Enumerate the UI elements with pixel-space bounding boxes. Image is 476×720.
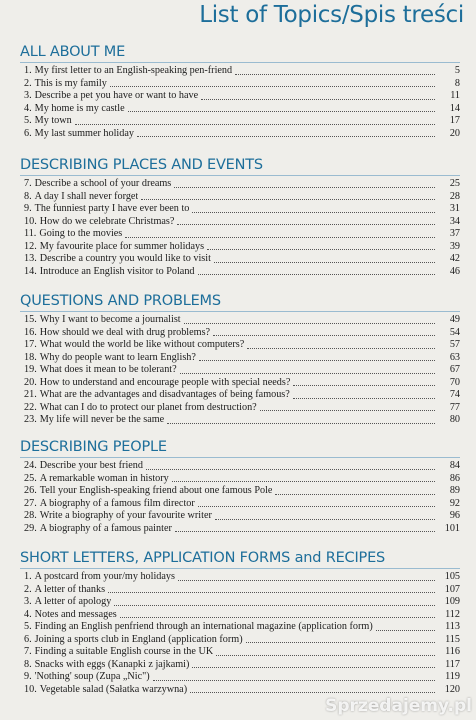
dot-leader [213, 335, 435, 336]
toc-entry [20, 485, 460, 498]
entry-page-number: 89 [449, 485, 460, 496]
entry-title: Describe a school of your dreams [34, 178, 172, 189]
entry-page-number: 92 [449, 497, 460, 509]
entry-title: This is my family [34, 77, 107, 89]
entry-page-number: 67 [449, 364, 460, 375]
toc-entry [20, 609, 460, 622]
entry-page-number: 117 [445, 658, 460, 670]
entry-number: 15. [24, 314, 37, 325]
entry-page-number: 57 [449, 339, 460, 350]
section-rows [20, 178, 460, 278]
dot-leader [108, 592, 435, 593]
dot-leader [247, 348, 435, 349]
toc-entry [20, 523, 460, 536]
entry-title: Write a biography of your favourite writer [39, 510, 212, 521]
entry-page-number: 120 [444, 683, 460, 695]
entry-page-number: 54 [449, 326, 460, 338]
entry-page-number: 86 [449, 472, 460, 484]
entry-page-number: 39 [449, 240, 460, 252]
entry-page-number: 70 [449, 376, 460, 388]
entry-page-number: 34 [449, 215, 460, 227]
entry-number: 8. [24, 190, 32, 202]
entry-title: What would the world be like without computers? [39, 339, 245, 350]
toc-entry [20, 571, 460, 584]
section-heading: DESCRIBING PLACES AND EVENTS [20, 155, 460, 176]
entry-page-number: 109 [444, 596, 460, 607]
entry-title: What can I do to protect our planet from destruction? [39, 401, 257, 413]
entry-page-number: 107 [444, 583, 460, 595]
toc-entry [20, 216, 460, 229]
dot-leader [214, 262, 435, 263]
toc-entry [20, 115, 460, 128]
entry-title: How do we celebrate Christmas? [39, 215, 175, 227]
entry-number: 3. [24, 90, 32, 101]
entry-number: 12. [24, 240, 37, 252]
entry-page-number: 46 [449, 265, 460, 277]
dot-leader [110, 86, 435, 87]
entry-title: A letter of thanks [34, 583, 106, 595]
dot-leader [192, 212, 435, 213]
toc-entry [20, 510, 460, 523]
dot-leader [125, 237, 435, 238]
dot-leader [180, 373, 435, 374]
toc-entry [20, 364, 460, 377]
entry-title: Joining a sports club in England (application form) [34, 633, 243, 645]
toc-entry [20, 659, 460, 672]
entry-number: 18. [24, 351, 37, 363]
toc-entry [20, 684, 460, 697]
entry-page-number: 49 [449, 314, 460, 325]
entry-number: 21. [24, 389, 37, 400]
entry-number: 13. [24, 253, 37, 264]
dot-leader [192, 667, 435, 668]
entry-number: 7. [24, 178, 32, 189]
section-rows [20, 571, 460, 696]
entry-number: 26. [24, 485, 37, 496]
toc-entry [20, 78, 460, 91]
entry-number: 16. [24, 326, 37, 338]
dot-leader [137, 136, 435, 137]
entry-number: 17. [24, 339, 37, 350]
entry-number: 8. [24, 658, 32, 670]
dot-leader [141, 199, 435, 200]
dot-leader [376, 630, 435, 631]
entry-number: 11. [24, 228, 37, 239]
entry-title: Describe your best friend [39, 460, 143, 471]
dot-leader [128, 111, 435, 112]
toc-entry [20, 203, 460, 216]
entry-page-number: 101 [444, 522, 460, 534]
entry-number: 14. [24, 265, 37, 277]
section-rows [20, 314, 460, 427]
entry-page-number: 25 [449, 178, 460, 189]
dot-leader [175, 531, 435, 532]
entry-number: 6. [24, 127, 32, 139]
entry-title: My last summer holiday [34, 127, 134, 139]
entry-page-number: 116 [445, 646, 460, 657]
entry-title: Describe a pet you have or want to have [34, 90, 199, 101]
section-describing-people [20, 437, 460, 535]
dot-leader [199, 360, 435, 361]
entry-number: 24. [24, 460, 37, 471]
entry-title: My life will never be the same [39, 414, 165, 425]
dot-leader [190, 692, 435, 693]
entry-number: 28. [24, 510, 37, 521]
entry-title: A biography of a famous film director [39, 497, 195, 509]
dot-leader [178, 580, 435, 581]
entry-title: Finding an English penfriend through an international magazine (application form) [34, 621, 373, 632]
entry-number: 5. [24, 621, 32, 632]
toc-entry [20, 473, 460, 486]
entry-page-number: 20 [449, 127, 460, 139]
toc-entry [20, 352, 460, 365]
section-describing-places [20, 155, 460, 278]
toc-entry [20, 241, 460, 254]
entry-number: 10. [24, 215, 37, 227]
entry-number: 1. [24, 65, 32, 76]
entry-number: 19. [24, 364, 37, 375]
entry-number: 2. [24, 583, 32, 595]
toc-entry [20, 266, 460, 279]
entry-title: How should we deal with drug problems? [39, 326, 211, 338]
dot-leader [235, 74, 435, 75]
entry-number: 9. [24, 671, 32, 682]
dot-leader [198, 274, 435, 275]
dot-leader [120, 617, 435, 618]
entry-title: My home is my castle [34, 102, 125, 114]
entry-title: Why do people want to learn English? [39, 351, 196, 363]
toc-entry [20, 327, 460, 340]
entry-title: A postcard from your/my holidays [34, 571, 175, 582]
dot-leader [174, 187, 435, 188]
entry-title: Snacks with eggs (Kanapki z jajkami) [34, 658, 190, 670]
entry-title: Describe a country you would like to visit [39, 253, 211, 264]
entry-page-number: 14 [449, 102, 460, 114]
entry-number: 22. [24, 401, 37, 413]
entry-title: The funniest party I have ever been to [34, 203, 190, 214]
entry-page-number: 42 [449, 253, 460, 264]
toc-entry [20, 90, 460, 103]
entry-title: A day I shall never forget [34, 190, 139, 202]
entry-title: How to understand and encourage people with special needs? [39, 376, 291, 388]
toc-entry [20, 339, 460, 352]
toc-entry [20, 584, 460, 597]
watermark-logo: Sprzedajemy.pl [325, 696, 472, 716]
entry-title: My first letter to an English-speaking pen-friend [34, 65, 233, 76]
toc-entry [20, 389, 460, 402]
dot-leader [153, 680, 435, 681]
dot-leader [275, 494, 435, 495]
entry-page-number: 5 [454, 65, 460, 76]
entry-number: 3. [24, 596, 32, 607]
dot-leader [207, 249, 435, 250]
dot-leader [260, 410, 435, 411]
toc-entry [20, 377, 460, 390]
entry-page-number: 84 [449, 460, 460, 471]
section-rows [20, 460, 460, 535]
section-short-letters [20, 548, 460, 696]
dot-leader [184, 323, 435, 324]
entry-page-number: 113 [445, 621, 460, 632]
dot-leader [146, 469, 435, 470]
entry-page-number: 105 [444, 571, 460, 582]
entry-number: 29. [24, 522, 37, 534]
toc-entry [20, 228, 460, 241]
toc-entry [20, 621, 460, 634]
toc-entry [20, 402, 460, 415]
toc-entry [20, 460, 460, 473]
toc-entry [20, 253, 460, 266]
entry-title: My town [34, 115, 72, 126]
dot-leader [114, 605, 435, 606]
entry-page-number: 119 [445, 671, 460, 682]
toc-entry [20, 414, 460, 427]
toc-entry [20, 634, 460, 647]
entry-number: 7. [24, 646, 32, 657]
section-questions-problems [20, 291, 460, 427]
entry-title: A biography of a famous painter [39, 522, 172, 534]
section-heading: SHORT LETTERS, APPLICATION FORMS and RECIPES [20, 548, 460, 569]
dot-leader [198, 506, 435, 507]
toc-entry [20, 178, 460, 191]
toc-entry [20, 646, 460, 659]
entry-page-number: 17 [449, 115, 460, 126]
entry-page-number: 8 [454, 77, 460, 89]
toc-entry [20, 671, 460, 684]
toc-entry [20, 498, 460, 511]
entry-page-number: 37 [449, 228, 460, 239]
entry-page-number: 77 [449, 401, 460, 413]
entry-page-number: 80 [449, 414, 460, 425]
entry-page-number: 31 [449, 203, 460, 214]
section-rows [20, 65, 460, 140]
toc-entry [20, 128, 460, 141]
section-all-about-me [20, 42, 460, 140]
toc-entry [20, 191, 460, 204]
page-title: List of Topics/Spis treści [199, 2, 464, 28]
entry-page-number: 11 [450, 90, 460, 101]
dot-leader [172, 481, 435, 482]
section-heading: ALL ABOUT ME [20, 42, 460, 63]
dot-leader [246, 642, 435, 643]
entry-title: A remarkable woman in history [39, 472, 169, 484]
toc-entry [20, 314, 460, 327]
toc-entry [20, 596, 460, 609]
entry-title: My favourite place for summer holidays [39, 240, 205, 252]
entry-page-number: 63 [449, 351, 460, 363]
entry-title: Vegetable salad (Sałatka warzywna) [39, 683, 188, 695]
entry-page-number: 112 [445, 608, 460, 620]
section-heading: DESCRIBING PEOPLE [20, 437, 460, 458]
entry-title: Going to the movies [39, 228, 123, 239]
entry-number: 6. [24, 633, 32, 645]
dot-leader [75, 124, 435, 125]
entry-title: Introduce an English visitor to Poland [39, 265, 195, 277]
entry-number: 1. [24, 571, 32, 582]
dot-leader [177, 224, 435, 225]
entry-number: 27. [24, 497, 37, 509]
entry-number: 5. [24, 115, 32, 126]
entry-title: Notes and messages [34, 608, 117, 620]
entry-number: 20. [24, 376, 37, 388]
entry-number: 4. [24, 608, 32, 620]
entry-title: A letter of apology [34, 596, 112, 607]
entry-title: What are the advantages and disadvantages of being famous? [39, 389, 290, 400]
dot-leader [215, 519, 435, 520]
section-heading: QUESTIONS AND PROBLEMS [20, 291, 460, 312]
entry-number: 10. [24, 683, 37, 695]
entry-number: 2. [24, 77, 32, 89]
entry-title: What does it mean to be tolerant? [39, 364, 177, 375]
entry-page-number: 28 [449, 190, 460, 202]
dot-leader [167, 423, 435, 424]
entry-title: Tell your English-speaking friend about one famous Pole [39, 485, 273, 496]
entry-page-number: 96 [449, 510, 460, 521]
toc-entry [20, 65, 460, 78]
entry-title: Finding a suitable English course in the UK [34, 646, 214, 657]
entry-page-number: 115 [445, 633, 460, 645]
dot-leader [216, 655, 435, 656]
dot-leader [201, 99, 435, 100]
entry-number: 4. [24, 102, 32, 114]
entry-title: Why I want to become a journalist [39, 314, 181, 325]
entry-page-number: 74 [449, 389, 460, 400]
entry-title: 'Nothing' soup (Zupa „Nic") [34, 671, 150, 682]
entry-number: 25. [24, 472, 37, 484]
entry-number: 9. [24, 203, 32, 214]
toc-entry [20, 103, 460, 116]
dot-leader [293, 398, 435, 399]
dot-leader [293, 385, 435, 386]
entry-number: 23. [24, 414, 37, 425]
